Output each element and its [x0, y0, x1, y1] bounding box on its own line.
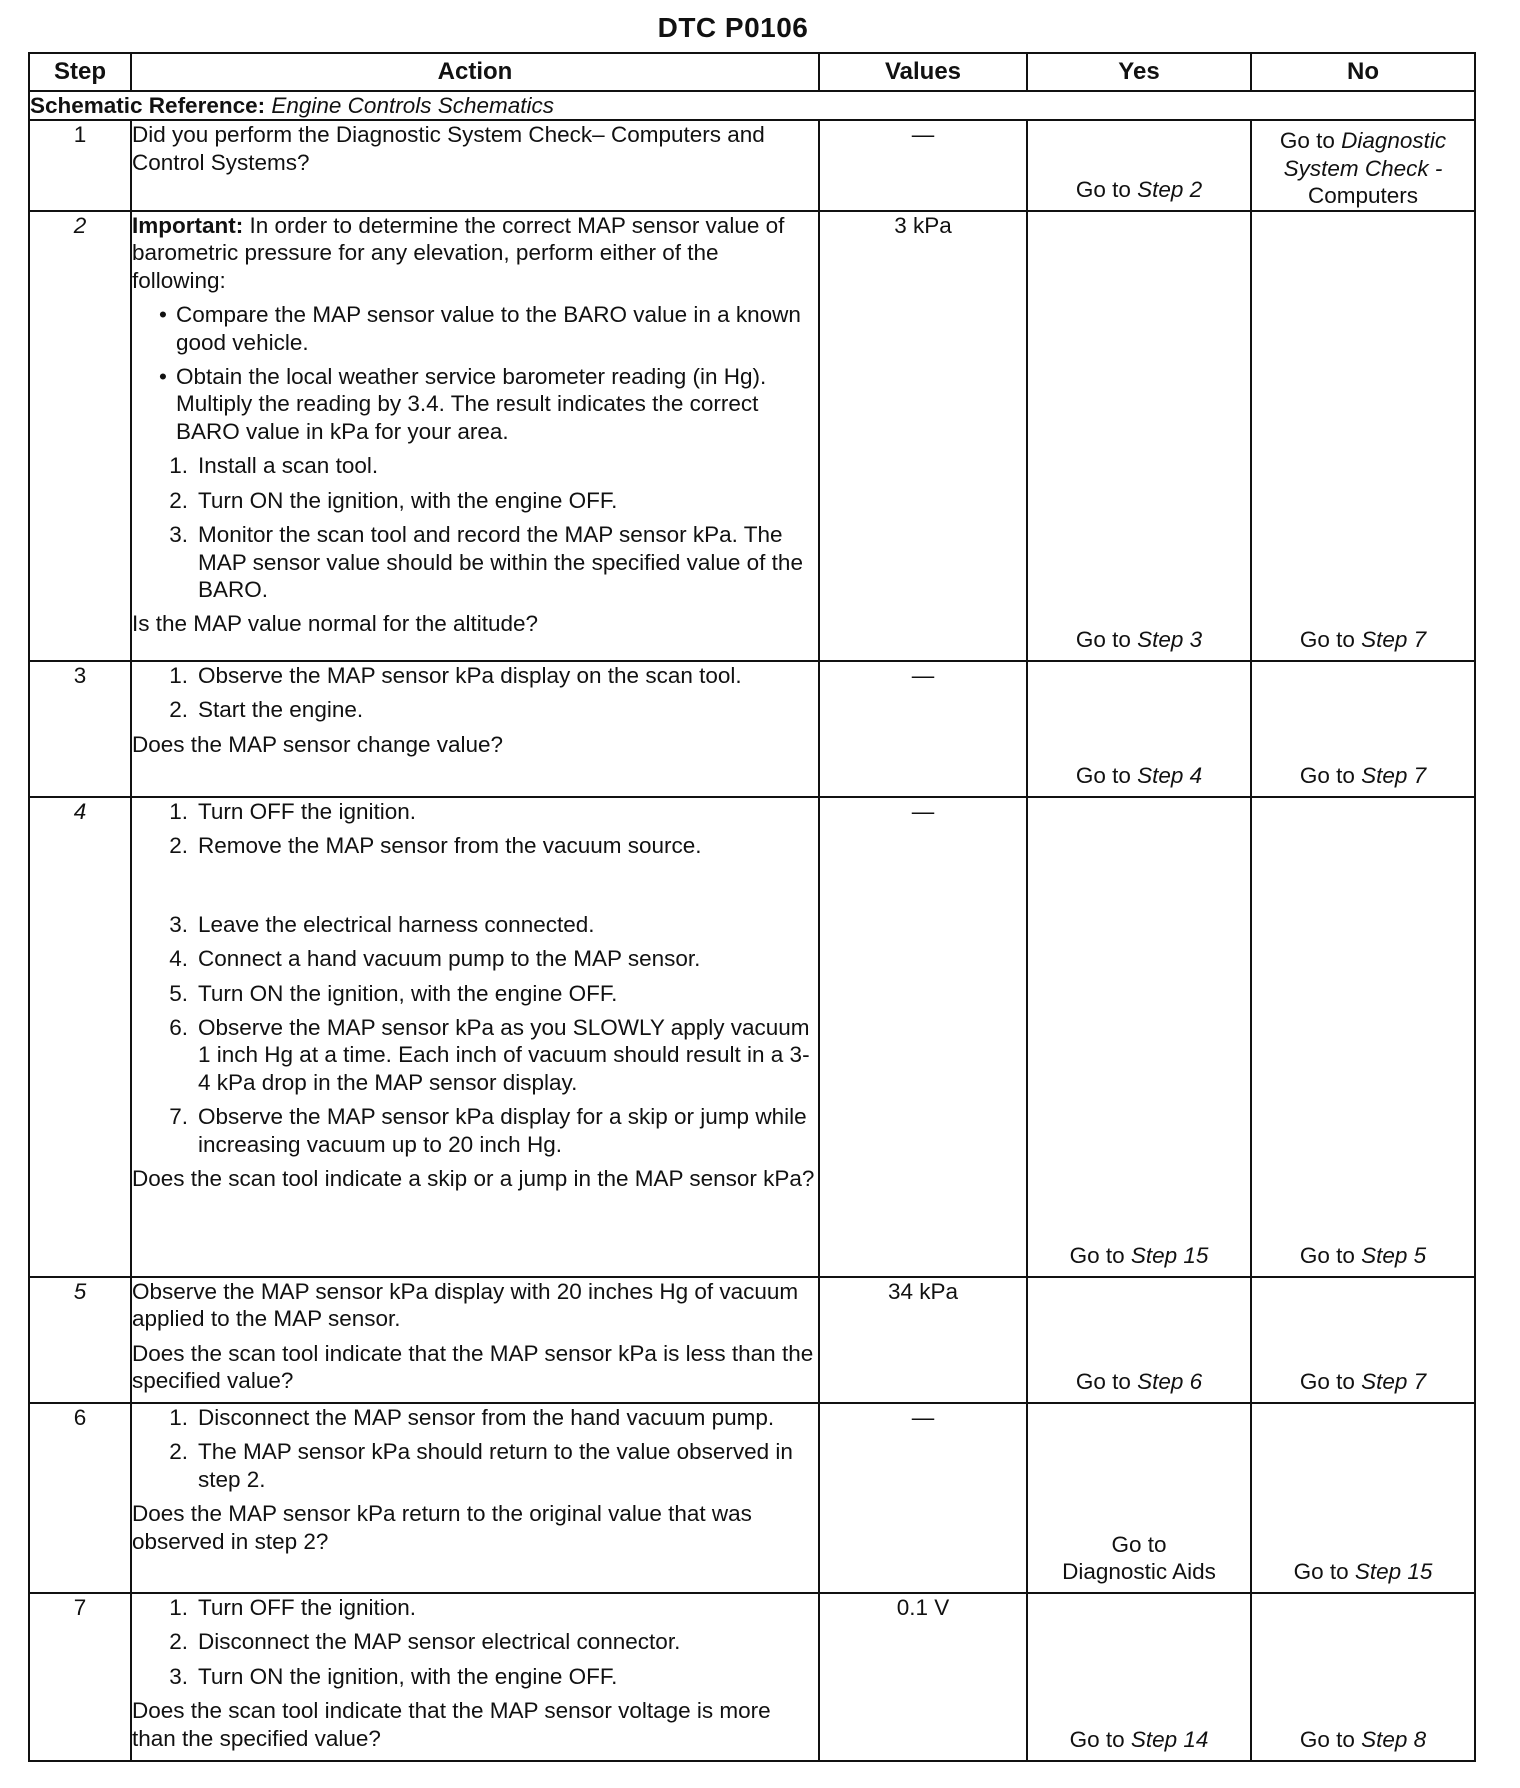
yes-link[interactable]: Step 14 — [1130, 1727, 1209, 1753]
value-cell: — — [819, 1403, 1027, 1593]
header-values: Values — [819, 53, 1027, 91]
action-cell — [131, 1403, 819, 1593]
yes-link[interactable]: Step 6 — [1137, 1369, 1203, 1395]
yes-link[interactable]: Step 4 — [1137, 763, 1203, 789]
list-item: 1. Observe the MAP sensor kPa display on the scan tool. — [169, 662, 742, 688]
no-link[interactable]: Step 5 — [1361, 1243, 1427, 1269]
diagnostic-table — [28, 52, 1476, 1762]
action-cell — [131, 661, 819, 797]
page-title: DTC P0106 — [657, 12, 809, 43]
schematic-reference-row — [29, 91, 1475, 120]
no-link[interactable]: Step 15 — [1354, 1559, 1433, 1585]
important-note: Important: In order to determine the correct MAP sensor value of barometric pressure for any elevation, perform either of the following: — [132, 212, 785, 293]
list-item: 2. Start the engine. — [169, 697, 364, 723]
list-item: 1. Disconnect the MAP sensor from the hand vacuum pump. — [169, 1404, 775, 1430]
value-cell: — — [819, 661, 1027, 797]
value-cell: — — [819, 120, 1027, 210]
list-item: 2. Disconnect the MAP sensor electrical connector. — [169, 1629, 681, 1655]
question: Is the MAP value normal for the altitude? — [132, 611, 539, 637]
yes-cell: Go to Step 15 — [1027, 797, 1251, 1277]
step-number: 2 — [29, 211, 131, 661]
no-cell: Go to Step 15 — [1251, 1403, 1475, 1593]
header-step: Step — [29, 53, 131, 91]
list-item: 3. Turn ON the ignition, with the engine OFF. — [169, 1663, 618, 1689]
yes-cell: Go to Step 6 — [1027, 1277, 1251, 1403]
header-action: Action — [131, 53, 819, 91]
schematic-link[interactable]: Engine Controls Schematics — [271, 93, 555, 118]
table-row — [29, 1277, 1475, 1403]
action-cell — [131, 211, 819, 661]
yes-cell: Go to Step 2 — [1027, 120, 1251, 210]
no-cell: Go to Diagnostic System Check - Computers — [1251, 120, 1475, 210]
list-item: 4. Connect a hand vacuum pump to the MAP sensor. — [169, 946, 701, 972]
yes-link[interactable]: Step 15 — [1130, 1243, 1209, 1269]
value-cell: 0.1 V — [819, 1593, 1027, 1761]
action-cell — [131, 797, 819, 1277]
no-link[interactable]: Step 8 — [1361, 1727, 1427, 1753]
list-item: 5. Turn ON the ignition, with the engine OFF. — [169, 980, 618, 1006]
list-item: • Compare the MAP sensor value to the BARO value in a known good vehicle. — [132, 301, 818, 356]
value-cell: — — [819, 797, 1027, 1277]
bullet-icon: • — [159, 363, 167, 389]
list-item: 3. Leave the electrical harness connected. — [169, 911, 595, 937]
action-cell — [131, 120, 819, 210]
step-number: 7 — [29, 1593, 131, 1761]
table-row — [29, 211, 1475, 661]
table-row — [29, 120, 1475, 210]
value-cell: 3 kPa — [819, 211, 1027, 661]
action-cell — [131, 1277, 819, 1403]
action-cell — [131, 1593, 819, 1761]
yes-link[interactable]: Step 2 — [1137, 177, 1203, 203]
header-row — [29, 53, 1475, 91]
table-row — [29, 1593, 1475, 1761]
list-item: 1. Turn OFF the ignition. — [169, 798, 417, 824]
yes-link[interactable]: Step 3 — [1137, 627, 1203, 653]
no-cell: Go to Step 7 — [1251, 1277, 1475, 1403]
step-number: 4 — [29, 797, 131, 1277]
list-item: 1. Turn OFF the ignition. — [169, 1594, 417, 1620]
question: Does the MAP sensor kPa return to the original value that was observed in step 2? — [132, 1501, 752, 1554]
no-cell: Go to Step 7 — [1251, 661, 1475, 797]
table-row — [29, 797, 1475, 1277]
question: Does the MAP sensor change value? — [132, 731, 504, 757]
no-link[interactable]: Diagnostic System Check - — [1283, 128, 1447, 181]
question: Does the scan tool indicate that the MAP sensor voltage is more than the specified value? — [132, 1698, 771, 1751]
no-link[interactable]: Step 7 — [1361, 763, 1427, 789]
step-number: 1 — [29, 120, 131, 210]
step-number: 6 — [29, 1403, 131, 1593]
no-link[interactable]: Step 7 — [1361, 627, 1427, 653]
question: Does the scan tool indicate that the MAP sensor kPa is less than the specified value? — [132, 1340, 814, 1394]
action-text: Observe the MAP sensor kPa display with 20 inches Hg of vacuum applied to the MAP sensor. — [132, 1278, 799, 1332]
step-number: 3 — [29, 661, 131, 797]
list-item: 6. Observe the MAP sensor kPa as you SLOWLY apply vacuum 1 inch Hg at a time. Each inch of vacuum should result in a 3-4 kPa drop in the MAP sensor display. — [169, 1014, 810, 1095]
yes-cell: Go to Diagnostic Aids — [1027, 1403, 1251, 1593]
question: Does the scan tool indicate a skip or a jump in the MAP sensor kPa? — [132, 1166, 815, 1192]
no-cell: Go to Step 5 — [1251, 797, 1475, 1277]
list-item: 2. Remove the MAP sensor from the vacuum source. — [169, 833, 702, 859]
important-label: Important: — [132, 212, 244, 238]
no-link[interactable]: Step 7 — [1361, 1369, 1427, 1395]
schematic-reference — [29, 91, 1475, 120]
no-link-suffix[interactable]: Computers — [1307, 183, 1419, 209]
yes-link[interactable]: Diagnostic Aids — [1062, 1559, 1216, 1585]
yes-cell: Go to Step 4 — [1027, 661, 1251, 797]
header-yes: Yes — [1027, 53, 1251, 91]
list-item: 3. Monitor the scan tool and record the MAP sensor kPa. The MAP sensor value should be within the specified value of the BARO. — [169, 522, 803, 602]
list-item: 1. Install a scan tool. — [169, 453, 379, 479]
list-item: 7. Observe the MAP sensor kPa display for a skip or jump while increasing vacuum up to 20 inch Hg. — [169, 1104, 807, 1157]
no-cell: Go to Step 7 — [1251, 211, 1475, 661]
no-cell: Go to Step 8 — [1251, 1593, 1475, 1761]
header-no: No — [1251, 53, 1475, 91]
table-row — [29, 1403, 1475, 1593]
list-item: 2. Turn ON the ignition, with the engine OFF. — [169, 487, 618, 513]
value-cell: 34 kPa — [819, 1277, 1027, 1403]
list-item: • Obtain the local weather service barometer reading (in Hg). Multiply the reading by 3.4. The result indicates the correct BARO value in kPa for your area. — [132, 363, 818, 445]
table-row — [29, 661, 1475, 797]
list-item: 2. The MAP sensor kPa should return to the value observed in step 2. — [169, 1439, 793, 1492]
yes-cell: Go to Step 14 — [1027, 1593, 1251, 1761]
schematic-label: Schematic Reference: — [30, 93, 266, 118]
bullet-icon: • — [159, 302, 167, 328]
action-text: Did you perform the Diagnostic System Check– Computers and Control Systems? — [132, 122, 765, 175]
step-number: 5 — [29, 1277, 131, 1403]
yes-cell: Go to Step 3 — [1027, 211, 1251, 661]
